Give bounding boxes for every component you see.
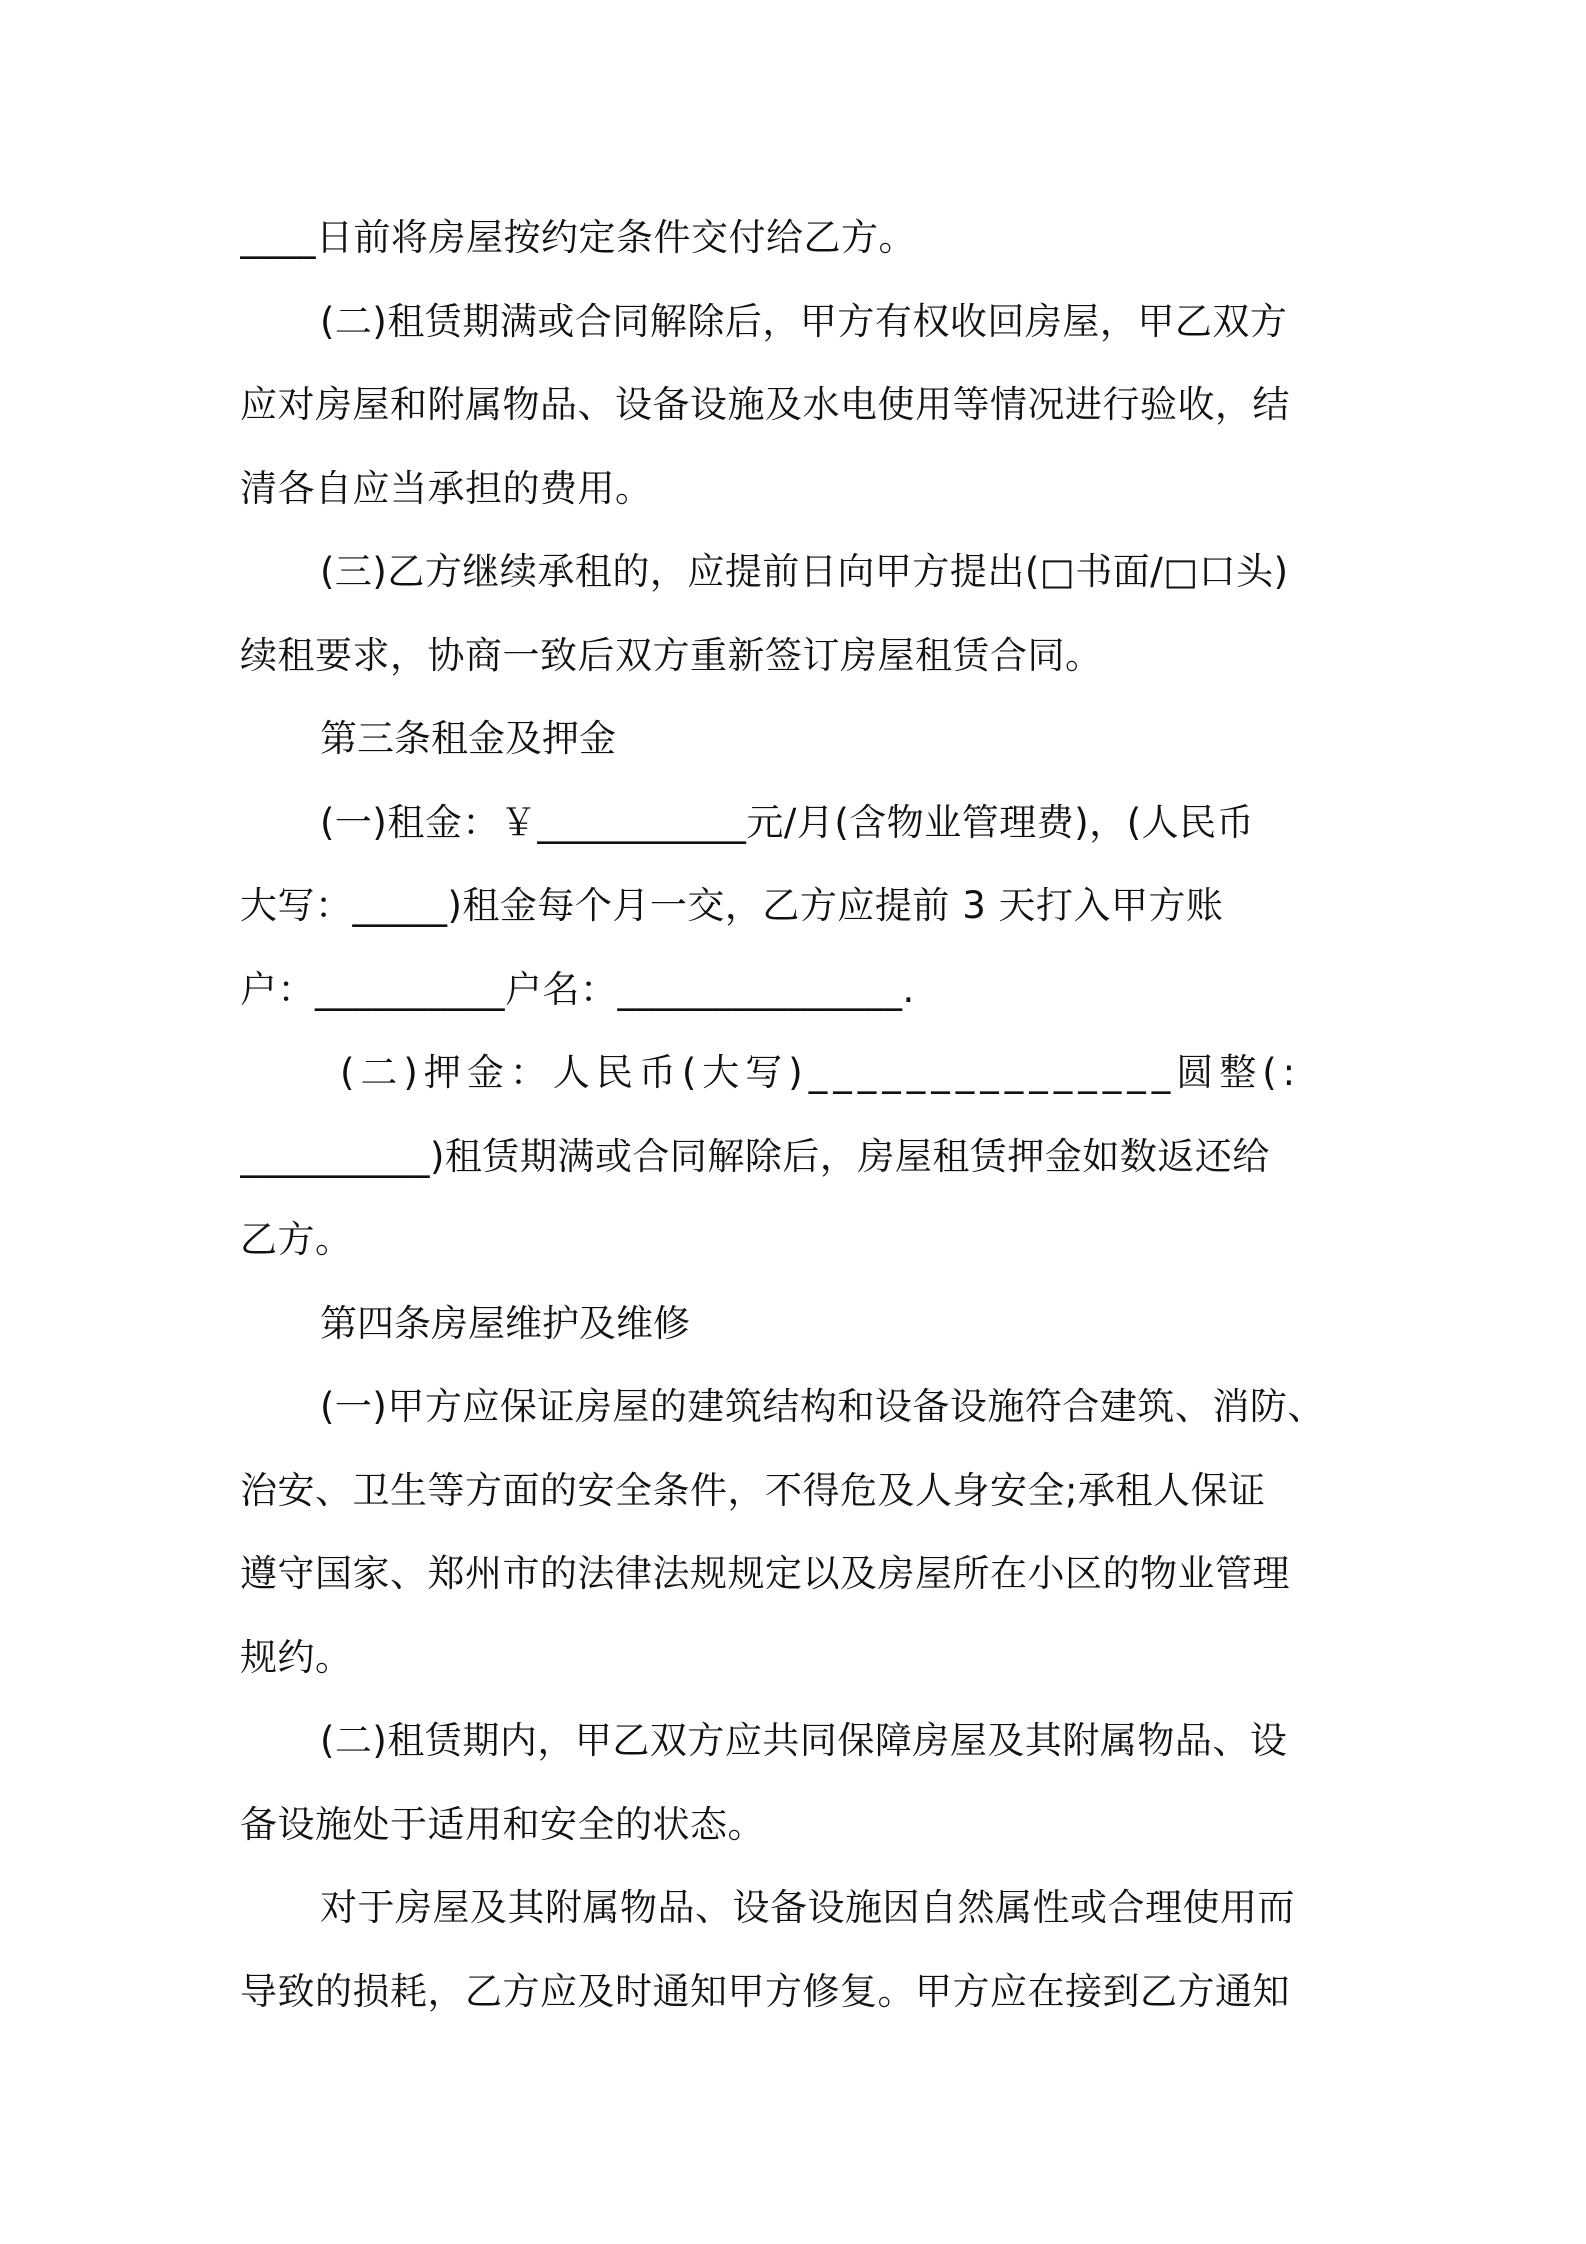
text-line: 清各自应当承担的费用。 (240, 466, 653, 510)
text-line: 遵守国家、郑州市的法律法规规定以及房屋所在小区的物业管理 (240, 1552, 1290, 1595)
text-line: 对于房屋及其附属物品、设备设施因自然属性或合理使用而 (320, 1886, 1295, 1929)
text-line: (一)租金：￥___________元/月(含物业管理费)，(人民币 (320, 800, 1255, 844)
text-line: 乙方。 (240, 1218, 353, 1261)
text-line: 大写：_____)租金每个月一交，乙方应提前 3 天打入甲方账 (240, 884, 1224, 927)
text-line: 续租要求，协商一致后双方重新签订房屋租赁合同。 (240, 633, 1103, 677)
text-line: (二)租赁期内，甲乙双方应共同保障房屋及其附属物品、设 (320, 1719, 1288, 1762)
section-heading: 第三条租金及押金 (320, 717, 616, 760)
text-line: 规约。 (240, 1635, 353, 1679)
text-line: (三)乙方继续承租的，应提前日向甲方提出(□书面/□口头) (320, 550, 1289, 593)
text-line: 备设施处于适用和安全的状态。 (240, 1802, 765, 1846)
text-line: (二)押金：人民币(大写)_______________圆整(: (340, 1051, 1302, 1094)
text-line: 户：__________户名：_______________. (240, 967, 915, 1011)
section-heading: 第四条房屋维护及维修 (320, 1301, 690, 1345)
text-line: (一)甲方应保证房屋的建筑结构和设备设施符合建筑、消防、 (320, 1385, 1325, 1428)
text-line: 导致的损耗，乙方应及时通知甲方修复。甲方应在接到乙方通知 (240, 1969, 1290, 2013)
text-line: 治安、卫生等方面的安全条件，不得危及人身安全;承租人保证 (240, 1468, 1266, 1512)
document-body (240, 196, 1370, 2033)
text-line: 应对房屋和附属物品、设备设施及水电使用等情况进行验收，结 (240, 383, 1290, 426)
text-line: ____日前将房屋按约定条件交付给乙方。 (240, 216, 916, 259)
text-line: (二)租赁期满或合同解除后，甲方有权收回房屋，甲乙双方 (320, 299, 1288, 343)
text-line: __________)租赁期满或合同解除后，房屋租赁押金如数返还给 (240, 1134, 1270, 1178)
